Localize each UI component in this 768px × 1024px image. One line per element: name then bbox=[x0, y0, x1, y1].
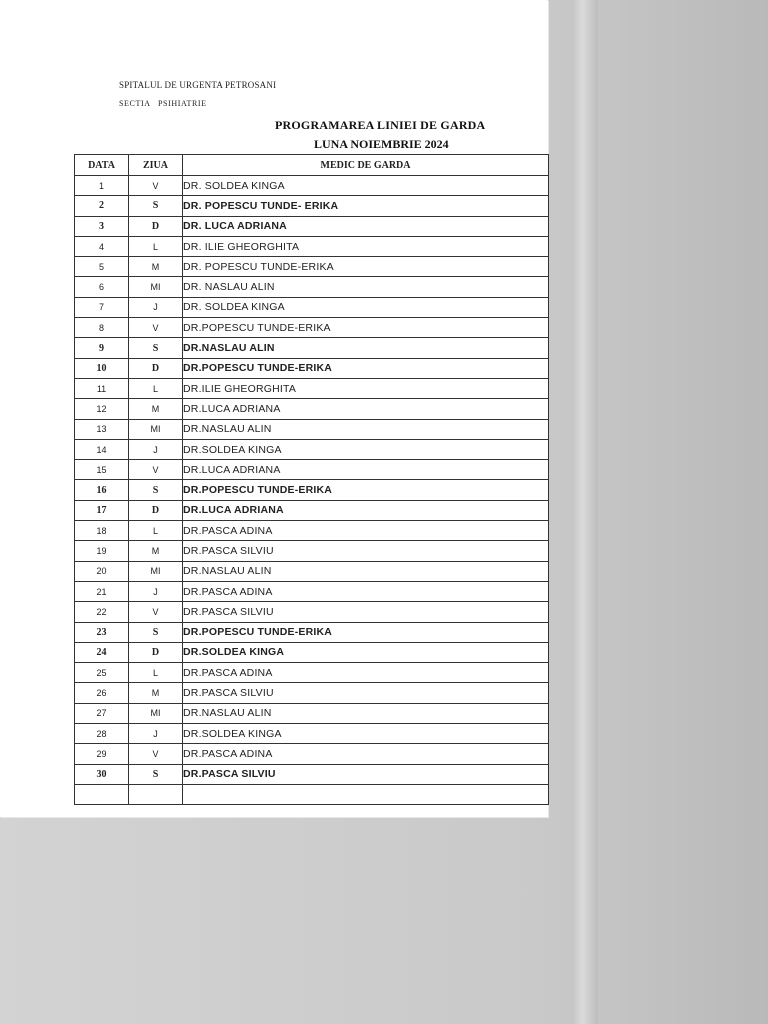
on-call-schedule-table bbox=[74, 154, 549, 805]
doctor-cell: DR.PASCA ADINA bbox=[183, 663, 549, 683]
doctor-cell: DR.POPESCU TUNDE-ERIKA bbox=[183, 318, 549, 338]
day-number-cell: 15 bbox=[75, 460, 129, 480]
weekday-cell: V bbox=[129, 176, 183, 196]
table-row bbox=[75, 622, 549, 642]
table-row bbox=[75, 581, 549, 601]
header-data: DATA bbox=[75, 155, 129, 176]
weekday-cell: S bbox=[129, 196, 183, 216]
doctor-cell: DR.PASCA SILVIU bbox=[183, 764, 549, 784]
weekday-cell: D bbox=[129, 642, 183, 662]
weekday-cell: MI bbox=[129, 419, 183, 439]
day-number-cell: 12 bbox=[75, 399, 129, 419]
day-number-cell: 17 bbox=[75, 500, 129, 520]
doctor-cell: DR.PASCA ADINA bbox=[183, 581, 549, 601]
doctor-cell: DR.POPESCU TUNDE-ERIKA bbox=[183, 480, 549, 500]
weekday-cell: M bbox=[129, 541, 183, 561]
day-number-cell: 5 bbox=[75, 257, 129, 277]
document-subtitle: LUNA NOIEMBRIE 2024 bbox=[314, 137, 449, 151]
doctor-cell: DR. SOLDEA KINGA bbox=[183, 176, 549, 196]
table-row bbox=[75, 196, 549, 216]
weekday-cell: J bbox=[129, 581, 183, 601]
weekday-cell: S bbox=[129, 622, 183, 642]
table-row bbox=[75, 358, 549, 378]
day-number-cell: 18 bbox=[75, 521, 129, 541]
weekday-cell: D bbox=[129, 216, 183, 236]
table-row bbox=[75, 460, 549, 480]
doctor-cell: DR.SOLDEA KINGA bbox=[183, 642, 549, 662]
day-number-cell: 30 bbox=[75, 764, 129, 784]
day-number-cell: 3 bbox=[75, 216, 129, 236]
weekday-cell: L bbox=[129, 236, 183, 256]
day-number-cell: 27 bbox=[75, 703, 129, 723]
doctor-cell: DR.PASCA SILVIU bbox=[183, 602, 549, 622]
weekday-cell: MI bbox=[129, 703, 183, 723]
day-number-cell: 2 bbox=[75, 196, 129, 216]
day-number-cell: 29 bbox=[75, 744, 129, 764]
table-body bbox=[75, 176, 549, 805]
weekday-cell: L bbox=[129, 378, 183, 398]
doctor-cell: DR.NASLAU ALIN bbox=[183, 338, 549, 358]
weekday-cell: V bbox=[129, 318, 183, 338]
weekday-cell: MI bbox=[129, 561, 183, 581]
weekday-cell: J bbox=[129, 724, 183, 744]
table-row bbox=[75, 602, 549, 622]
document-title: PROGRAMAREA LINIEI DE GARDA bbox=[275, 118, 486, 132]
day-number-cell: 13 bbox=[75, 419, 129, 439]
table-row bbox=[75, 176, 549, 196]
weekday-cell bbox=[129, 784, 183, 804]
day-number-cell: 16 bbox=[75, 480, 129, 500]
doctor-cell: DR.NASLAU ALIN bbox=[183, 703, 549, 723]
table-row bbox=[75, 724, 549, 744]
weekday-cell: D bbox=[129, 500, 183, 520]
doctor-cell: DR.POPESCU TUNDE-ERIKA bbox=[183, 358, 549, 378]
table-row bbox=[75, 257, 549, 277]
table-header-row bbox=[75, 155, 549, 176]
weekday-cell: L bbox=[129, 521, 183, 541]
doctor-cell: DR. ILIE GHEORGHITA bbox=[183, 236, 549, 256]
hospital-name: SPITALUL DE URGENTA PETROSANI bbox=[119, 80, 277, 90]
weekday-cell: D bbox=[129, 358, 183, 378]
table-row bbox=[75, 764, 549, 784]
weekday-cell: S bbox=[129, 764, 183, 784]
day-number-cell: 9 bbox=[75, 338, 129, 358]
day-number-cell: 14 bbox=[75, 439, 129, 459]
day-number-cell: 1 bbox=[75, 176, 129, 196]
table-row bbox=[75, 318, 549, 338]
doctor-cell: DR.POPESCU TUNDE-ERIKA bbox=[183, 622, 549, 642]
doctor-cell: DR. POPESCU TUNDE-ERIKA bbox=[183, 257, 549, 277]
weekday-cell: J bbox=[129, 297, 183, 317]
day-number-cell: 26 bbox=[75, 683, 129, 703]
weekday-cell: J bbox=[129, 439, 183, 459]
weekday-cell: V bbox=[129, 460, 183, 480]
day-number-cell: 10 bbox=[75, 358, 129, 378]
day-number-cell: 24 bbox=[75, 642, 129, 662]
table-row bbox=[75, 663, 549, 683]
doctor-cell: DR.PASCA ADINA bbox=[183, 521, 549, 541]
doctor-cell: DR.NASLAU ALIN bbox=[183, 561, 549, 581]
weekday-cell: L bbox=[129, 663, 183, 683]
table-row bbox=[75, 744, 549, 764]
weekday-cell: M bbox=[129, 399, 183, 419]
day-number-cell: 25 bbox=[75, 663, 129, 683]
table-row bbox=[75, 236, 549, 256]
table-row bbox=[75, 703, 549, 723]
weekday-cell: S bbox=[129, 338, 183, 358]
table-row bbox=[75, 561, 549, 581]
table-row bbox=[75, 338, 549, 358]
table-row bbox=[75, 784, 549, 804]
doctor-cell: DR.LUCA ADRIANA bbox=[183, 399, 549, 419]
table-row bbox=[75, 419, 549, 439]
table-row bbox=[75, 642, 549, 662]
weekday-cell: MI bbox=[129, 277, 183, 297]
day-number-cell: 4 bbox=[75, 236, 129, 256]
doctor-cell: DR.PASCA SILVIU bbox=[183, 541, 549, 561]
table-row bbox=[75, 683, 549, 703]
day-number-cell: 8 bbox=[75, 318, 129, 338]
day-number-cell: 19 bbox=[75, 541, 129, 561]
weekday-cell: S bbox=[129, 480, 183, 500]
doctor-cell: DR. POPESCU TUNDE- ERIKA bbox=[183, 196, 549, 216]
doctor-cell: DR.SOLDEA KINGA bbox=[183, 724, 549, 744]
table-row bbox=[75, 521, 549, 541]
day-number-cell: 23 bbox=[75, 622, 129, 642]
department-name: SECTIA PSIHIATRIE bbox=[119, 99, 207, 108]
doctor-cell bbox=[183, 784, 549, 804]
table-row bbox=[75, 216, 549, 236]
doctor-cell: DR.LUCA ADRIANA bbox=[183, 500, 549, 520]
scanner-lid-fold bbox=[572, 0, 598, 1024]
day-number-cell: 21 bbox=[75, 581, 129, 601]
weekday-cell: V bbox=[129, 602, 183, 622]
doctor-cell: DR. LUCA ADRIANA bbox=[183, 216, 549, 236]
day-number-cell: 6 bbox=[75, 277, 129, 297]
table-row bbox=[75, 541, 549, 561]
doctor-cell: DR. SOLDEA KINGA bbox=[183, 297, 549, 317]
day-number-cell bbox=[75, 784, 129, 804]
doctor-cell: DR.ILIE GHEORGHITA bbox=[183, 378, 549, 398]
table-row bbox=[75, 297, 549, 317]
doctor-cell: DR. NASLAU ALIN bbox=[183, 277, 549, 297]
weekday-cell: M bbox=[129, 683, 183, 703]
doctor-cell: DR.NASLAU ALIN bbox=[183, 419, 549, 439]
day-number-cell: 22 bbox=[75, 602, 129, 622]
doctor-cell: DR.LUCA ADRIANA bbox=[183, 460, 549, 480]
table-row bbox=[75, 439, 549, 459]
doctor-cell: DR.PASCA ADINA bbox=[183, 744, 549, 764]
day-number-cell: 20 bbox=[75, 561, 129, 581]
weekday-cell: M bbox=[129, 257, 183, 277]
header-medic: MEDIC DE GARDA bbox=[183, 155, 549, 176]
table-row bbox=[75, 399, 549, 419]
doctor-cell: DR.PASCA SILVIU bbox=[183, 683, 549, 703]
day-number-cell: 7 bbox=[75, 297, 129, 317]
day-number-cell: 28 bbox=[75, 724, 129, 744]
header-ziua: ZIUA bbox=[129, 155, 183, 176]
table-row bbox=[75, 500, 549, 520]
doctor-cell: DR.SOLDEA KINGA bbox=[183, 439, 549, 459]
table-row bbox=[75, 378, 549, 398]
day-number-cell: 11 bbox=[75, 378, 129, 398]
weekday-cell: V bbox=[129, 744, 183, 764]
table-row bbox=[75, 277, 549, 297]
table-row bbox=[75, 480, 549, 500]
